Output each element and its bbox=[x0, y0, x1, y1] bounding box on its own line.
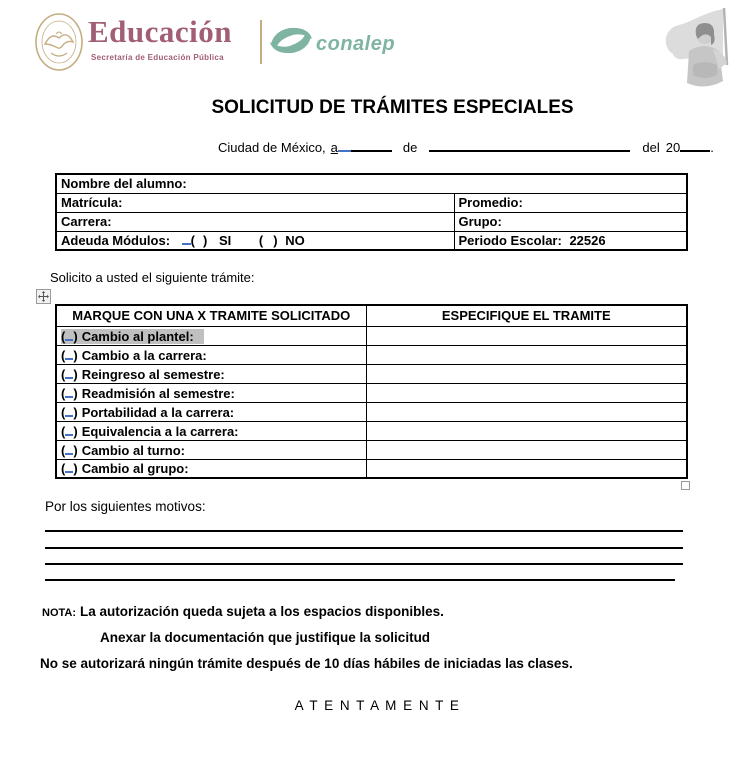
tramite-label: Equivalencia a la carrera: bbox=[81, 423, 239, 439]
table-row bbox=[56, 231, 687, 250]
tramite-option-cambio-turno[interactable]: ( ) Cambio al turno: bbox=[56, 440, 366, 459]
table-row bbox=[56, 402, 687, 421]
date-a-label: a bbox=[330, 140, 338, 155]
closing-atentamente: A T E N T A M E N T E bbox=[294, 698, 461, 713]
adeuda-label: Adeuda Módulos: bbox=[61, 233, 171, 249]
student-name-cell[interactable] bbox=[56, 174, 687, 193]
date-year-prefix: 20 bbox=[665, 140, 681, 155]
promedio-cell[interactable] bbox=[454, 193, 687, 212]
table-row bbox=[56, 364, 687, 383]
nota-line-1 bbox=[42, 604, 444, 619]
tramite-label: Reingreso al semestre: bbox=[81, 366, 225, 382]
tramite-option-cambio-plantel[interactable] bbox=[56, 326, 366, 345]
tramite-option-cambio-grupo[interactable]: ( ) Cambio al grupo: bbox=[56, 459, 366, 478]
table-row bbox=[56, 326, 687, 345]
tramite-label: Readmisión al semestre: bbox=[81, 385, 235, 401]
carrera-label: Carrera: bbox=[61, 214, 112, 229]
matricula-label: Matrícula: bbox=[61, 195, 123, 210]
request-intro-text: Solicito a usted el siguiente trámite: bbox=[50, 270, 255, 285]
student-name-label: Nombre del alumno: bbox=[61, 176, 187, 192]
specify-column-header: ESPECIFIQUE EL TRAMITE bbox=[366, 305, 687, 326]
header-divider bbox=[260, 20, 262, 64]
student-info-table bbox=[55, 173, 688, 251]
tramites-table bbox=[55, 304, 688, 479]
specify-cell[interactable] bbox=[366, 459, 687, 478]
table-row bbox=[56, 193, 687, 212]
tramite-label: Cambio al grupo: bbox=[81, 461, 189, 477]
page-title: SOLICITUD DE TRÁMITES ESPECIALES bbox=[211, 97, 574, 118]
tramite-option-readmision[interactable]: ( ) Readmisión al semestre: bbox=[56, 383, 366, 402]
nota-text-1: La autorización queda sujeta a los espacios disponibles. bbox=[80, 604, 444, 619]
tramite-label: Cambio al turno: bbox=[81, 442, 185, 458]
table-row bbox=[56, 212, 687, 231]
highlighted-text: ( ) Cambio al plantel: bbox=[61, 329, 204, 344]
adeuda-cell[interactable]: Adeuda Módulos: ( ) SI ( ) NO bbox=[56, 231, 454, 250]
adeuda-si-label: SI bbox=[218, 233, 232, 249]
education-logo-subtitle: Secretaría de Educación Pública bbox=[91, 53, 224, 62]
nota-line-3: No se autorizará ningún trámite después de 10 días hábiles de iniciadas las clases. bbox=[40, 656, 573, 671]
periodo-label: Periodo Escolar: bbox=[458, 232, 562, 248]
tramite-option-portabilidad[interactable]: ( ) Portabilidad a la carrera: bbox=[56, 402, 366, 421]
table-row bbox=[56, 440, 687, 459]
date-year-blank[interactable] bbox=[680, 139, 710, 152]
adeuda-no-label: NO bbox=[285, 233, 305, 249]
date-period: . bbox=[710, 140, 714, 155]
date-line bbox=[218, 139, 714, 155]
woman-with-flag-image bbox=[653, 3, 749, 98]
nota-tag: NOTA: bbox=[42, 607, 77, 619]
date-del-label: del bbox=[642, 140, 660, 155]
adeuda-fill-blank[interactable] bbox=[182, 232, 191, 245]
table-move-handle[interactable] bbox=[36, 289, 51, 304]
nota-line-2: Anexar la documentación que justifique la solicitud bbox=[100, 630, 431, 645]
table-row bbox=[56, 345, 687, 364]
matricula-cell[interactable] bbox=[56, 193, 454, 212]
specify-cell[interactable] bbox=[366, 402, 687, 421]
education-logo-text: Educación bbox=[88, 14, 233, 49]
motivos-write-line[interactable] bbox=[45, 530, 683, 532]
periodo-cell[interactable] bbox=[454, 231, 687, 250]
specify-cell[interactable] bbox=[366, 440, 687, 459]
grupo-label: Grupo: bbox=[458, 214, 502, 229]
carrera-cell[interactable] bbox=[56, 212, 454, 231]
table-resize-handle[interactable] bbox=[681, 481, 690, 490]
tramite-option-reingreso[interactable]: ( ) Reingreso al semestre: bbox=[56, 364, 366, 383]
motivos-write-line[interactable] bbox=[45, 563, 683, 565]
tramite-option-equivalencia[interactable]: ( ) Equivalencia a la carrera: bbox=[56, 421, 366, 440]
date-de-label: de bbox=[402, 140, 418, 155]
eagle-seal-icon bbox=[34, 12, 84, 72]
date-month-blank[interactable] bbox=[429, 139, 630, 152]
motivos-write-line[interactable] bbox=[45, 579, 675, 581]
table-row bbox=[56, 383, 687, 402]
specify-cell[interactable] bbox=[366, 383, 687, 402]
promedio-label: Promedio: bbox=[458, 195, 523, 210]
conalep-logo-text: conalep bbox=[316, 33, 396, 55]
specify-cell[interactable] bbox=[366, 421, 687, 440]
specify-cell[interactable] bbox=[366, 345, 687, 364]
table-row bbox=[56, 421, 687, 440]
table-row bbox=[56, 174, 687, 193]
table-header-row bbox=[56, 305, 687, 326]
date-city-prefix: Ciudad de México, bbox=[218, 140, 326, 155]
tramite-label: Cambio al plantel: bbox=[81, 328, 194, 344]
move-arrows-icon bbox=[38, 291, 49, 302]
motivos-write-line[interactable] bbox=[45, 547, 683, 549]
conalep-swirl-icon bbox=[268, 24, 314, 58]
motivos-label: Por los siguientes motivos: bbox=[45, 499, 206, 514]
periodo-value: 22526 bbox=[569, 232, 606, 248]
tramite-option-cambio-carrera[interactable]: ( ) Cambio a la carrera: bbox=[56, 345, 366, 364]
tramite-label: Portabilidad a la carrera: bbox=[81, 404, 235, 420]
specify-cell[interactable] bbox=[366, 364, 687, 383]
date-day-fill-blank[interactable] bbox=[338, 139, 351, 152]
specify-cell[interactable] bbox=[366, 326, 687, 345]
grupo-cell[interactable] bbox=[454, 212, 687, 231]
mark-column-header: MARQUE CON UNA X TRAMITE SOLICITADO bbox=[56, 305, 366, 326]
table-row bbox=[56, 459, 687, 478]
tramite-label: Cambio a la carrera: bbox=[81, 347, 207, 363]
date-day-blank[interactable] bbox=[351, 139, 392, 152]
